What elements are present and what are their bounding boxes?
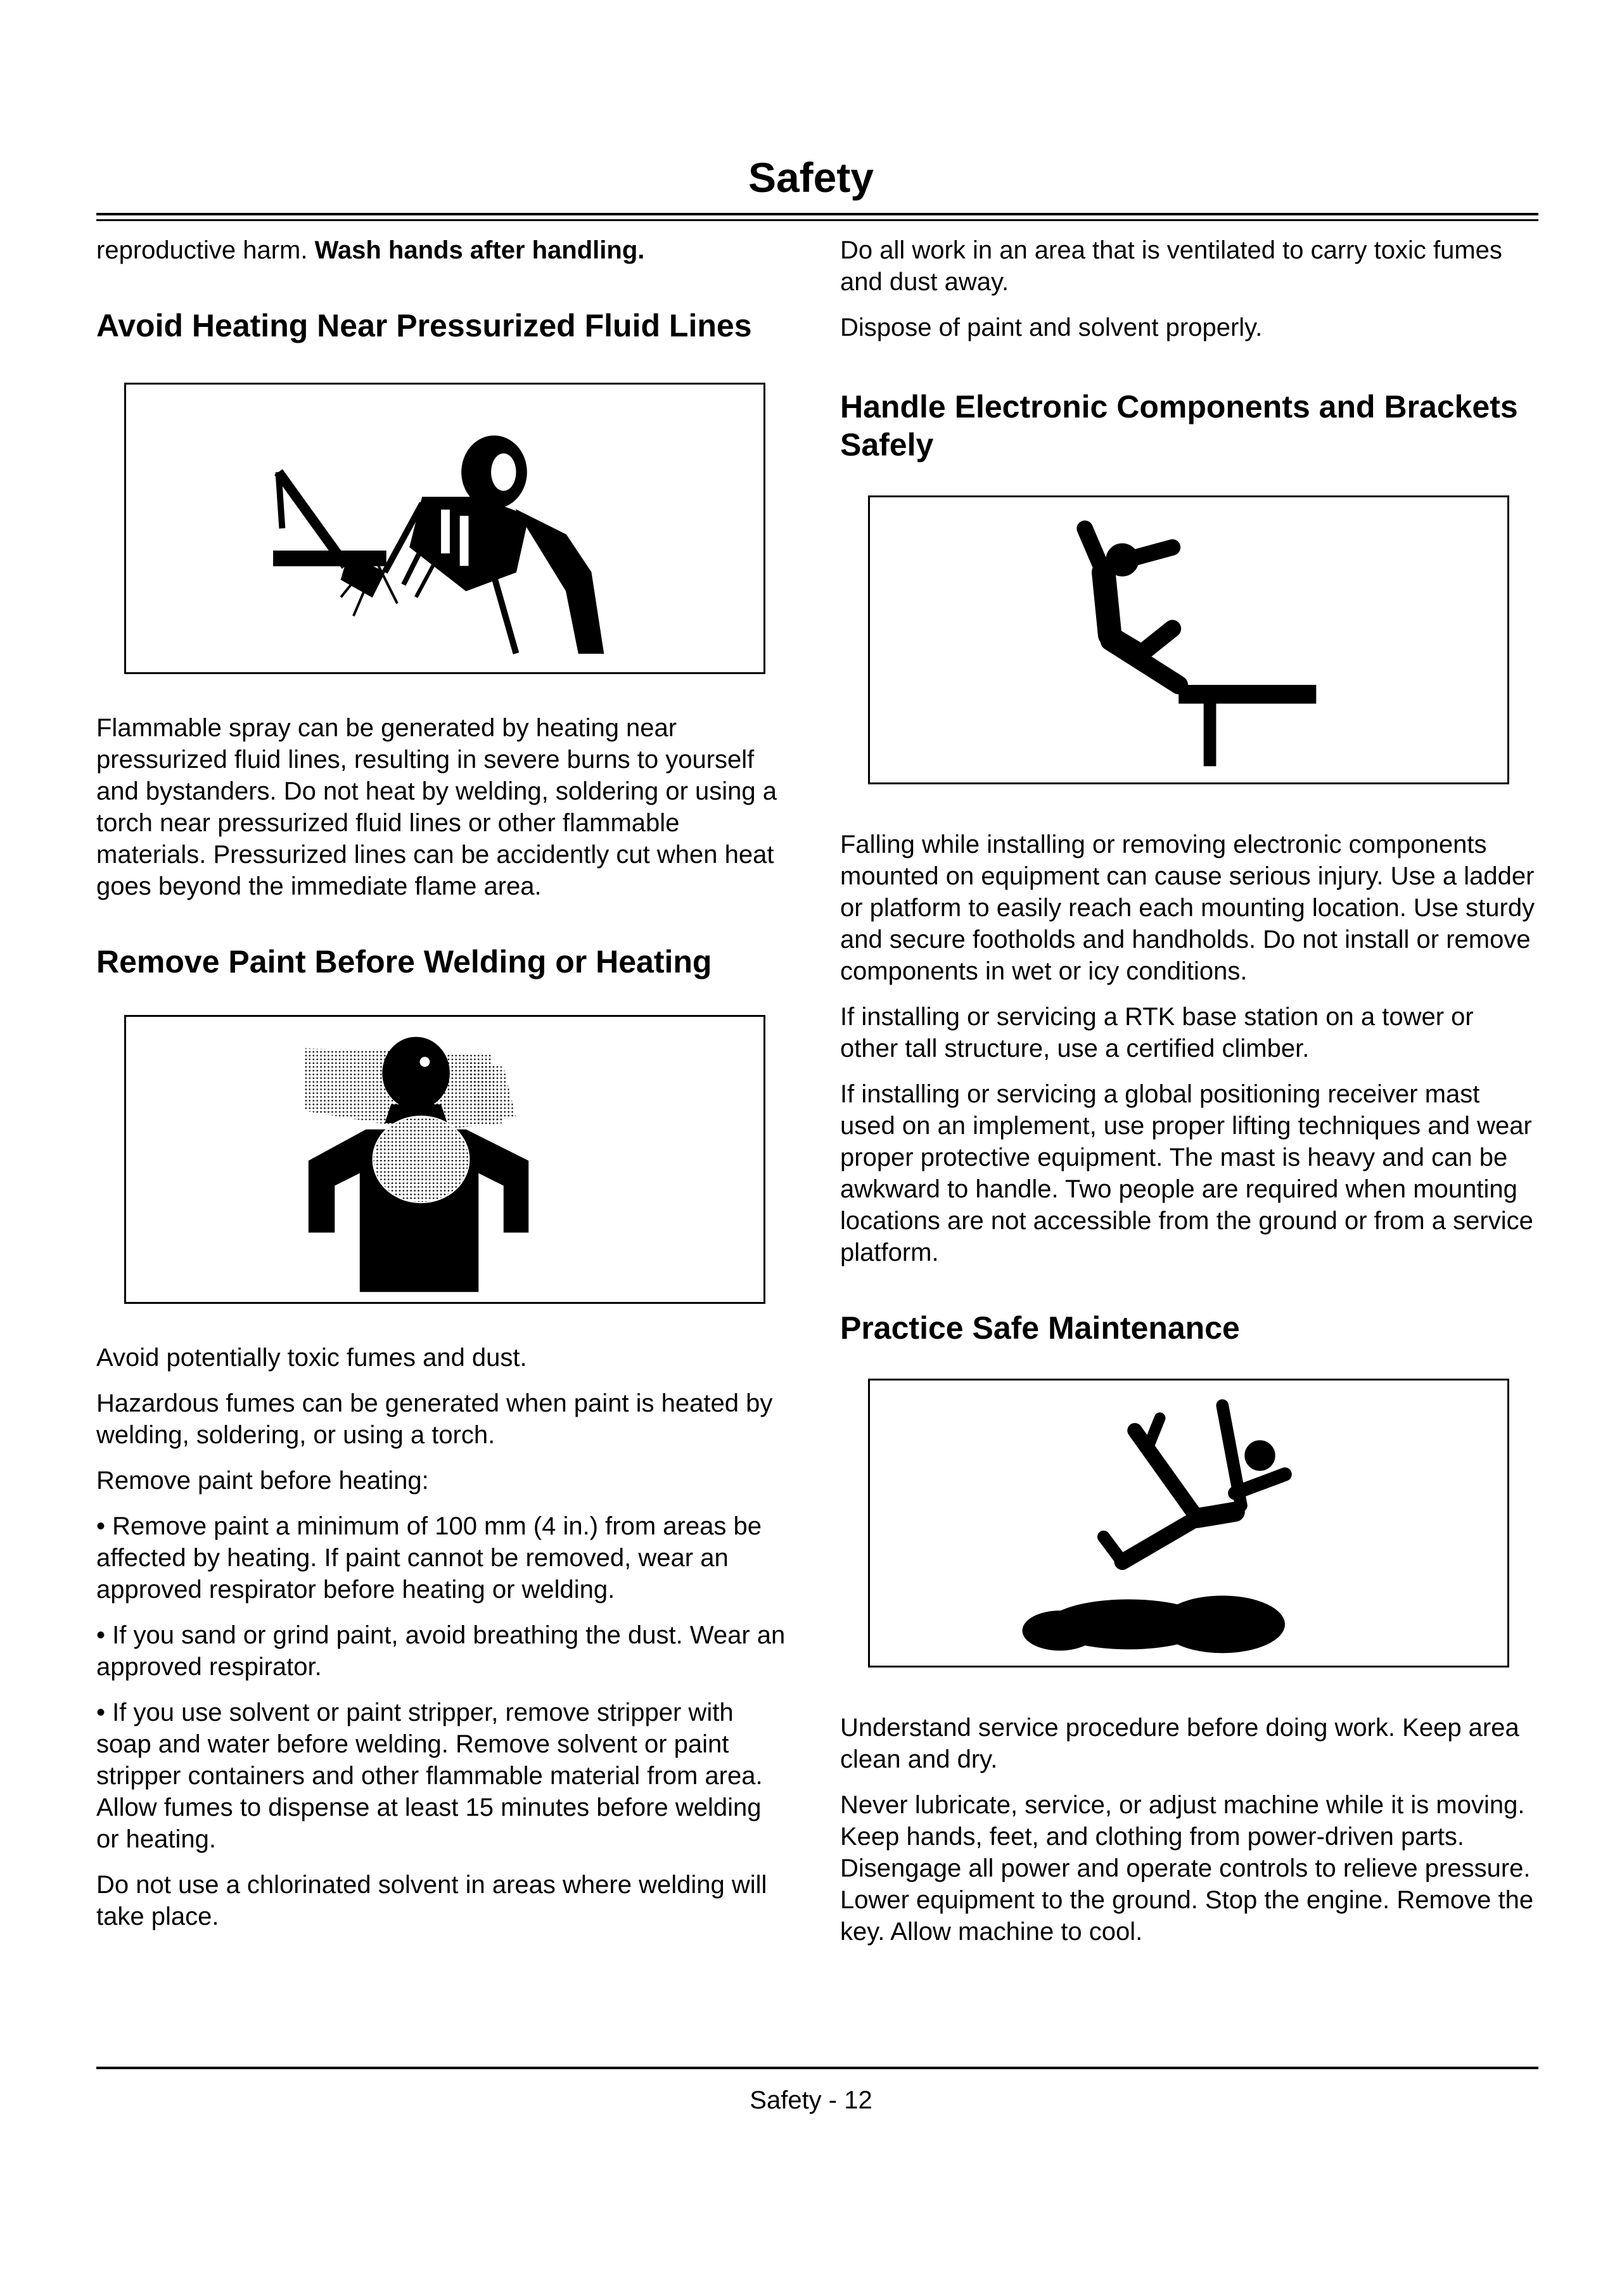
remove-paint-bullet-1: • Remove paint a minimum of 100 mm (4 in.) from areas be affected by heating. If paint cannot be removed, wear an approved respirator before heating or welding. xyxy=(96,1512,762,1604)
handle-electronic-p2: If installing or servicing a RTK base station on a tower or other tall structure, use a certified climber. xyxy=(840,1003,1474,1062)
remove-paint-p1: Avoid potentially toxic fumes and dust. xyxy=(96,1344,527,1372)
avoid-heating-body: Flammable spray can be generated by heating near pressurized fluid lines, resulting in severe burns to yourself and bystanders. Do not heat by welding, soldering or using a torch near pressurized fluid lines or other flammable materials. Pressurized lines can be accidently cut when heat goes beyond the immediate flame area. xyxy=(96,714,777,900)
heading-avoid-heating: Avoid Heating Near Pressurized Fluid Lines xyxy=(96,308,752,343)
welding-hazard-figure xyxy=(124,383,765,674)
right-column xyxy=(840,234,1537,1961)
remove-paint-p2: Hazardous fumes can be generated when paint is heated by welding, soldering, or using a torch. xyxy=(96,1389,773,1449)
heading-remove-paint: Remove Paint Before Welding or Heating xyxy=(96,944,712,979)
intro-bold: Wash hands after handling. xyxy=(314,236,645,264)
falling-figure xyxy=(868,495,1509,784)
remove-paint-bullet-2: • If you sand or grind paint, avoid breathing the dust. Wear an approved respirator. xyxy=(96,1621,786,1681)
safe-maintenance-p2: Never lubricate, service, or adjust machine while it is moving. Keep hands, feet, and clothing from power-driven parts. Disengage all power and operate controls to relieve pressure. Lower equipment to the ground. Stop the engine. Remove the key. Allow machine to cool. xyxy=(840,1791,1534,1946)
ventilation-paragraph: Do all work in an area that is ventilated to carry toxic fumes and dust away. xyxy=(840,236,1502,296)
dispose-paragraph: Dispose of paint and solvent properly. xyxy=(840,314,1263,341)
page-title: Safety xyxy=(748,154,874,201)
slip-hazard-icon xyxy=(870,1381,1507,1666)
remove-paint-p4: Do not use a chlorinated solvent in areas where welding will take place. xyxy=(96,1871,767,1930)
remove-paint-bullet-3: • If you use solvent or paint stripper, remove stripper with soap and water before welding. Remove solvent or paint stripper containers and other flammable material from area. Allow fumes to dispense at least 15 minutes before welding or heating. xyxy=(96,1699,763,1853)
header-rule-thin xyxy=(96,219,1538,221)
intro-paragraph xyxy=(96,234,791,266)
safe-maintenance-p1: Understand service procedure before doing work. Keep area clean and dry. xyxy=(840,1714,1519,1773)
page-number: Safety - 12 xyxy=(750,2086,872,2114)
welding-hazard-icon xyxy=(126,385,763,672)
toxic-fumes-figure xyxy=(124,1015,765,1304)
intro-text: reproductive harm. xyxy=(96,236,315,264)
footer-rule xyxy=(96,2067,1538,2069)
falling-from-height-icon xyxy=(870,497,1507,782)
handle-electronic-p3: If installing or servicing a global positioning receiver mast used on an implement, use proper lifting techniques and wear proper protective equipment. The mast is heavy and can be awkward to handle. Two people are required when mounting locations are not accessible from the ground or from a service platform. xyxy=(840,1080,1533,1266)
header-rule-thick xyxy=(96,213,1538,215)
remove-paint-p3: Remove paint before heating: xyxy=(96,1467,429,1495)
toxic-fumes-icon xyxy=(126,1017,763,1302)
heading-safe-maintenance: Practice Safe Maintenance xyxy=(840,1310,1240,1346)
heading-handle-electronic: Handle Electronic Components and Brackets Safely xyxy=(840,389,1518,462)
handle-electronic-p1: Falling while installing or removing electronic components mounted on equipment can cause serious injury. Use a ladder or platform to easily reach each mounting location. Use sturdy and secure footholds and handholds. Do not install or remove components in wet or icy conditions. xyxy=(840,831,1535,985)
left-column xyxy=(96,234,791,1946)
slip-figure xyxy=(868,1379,1509,1668)
